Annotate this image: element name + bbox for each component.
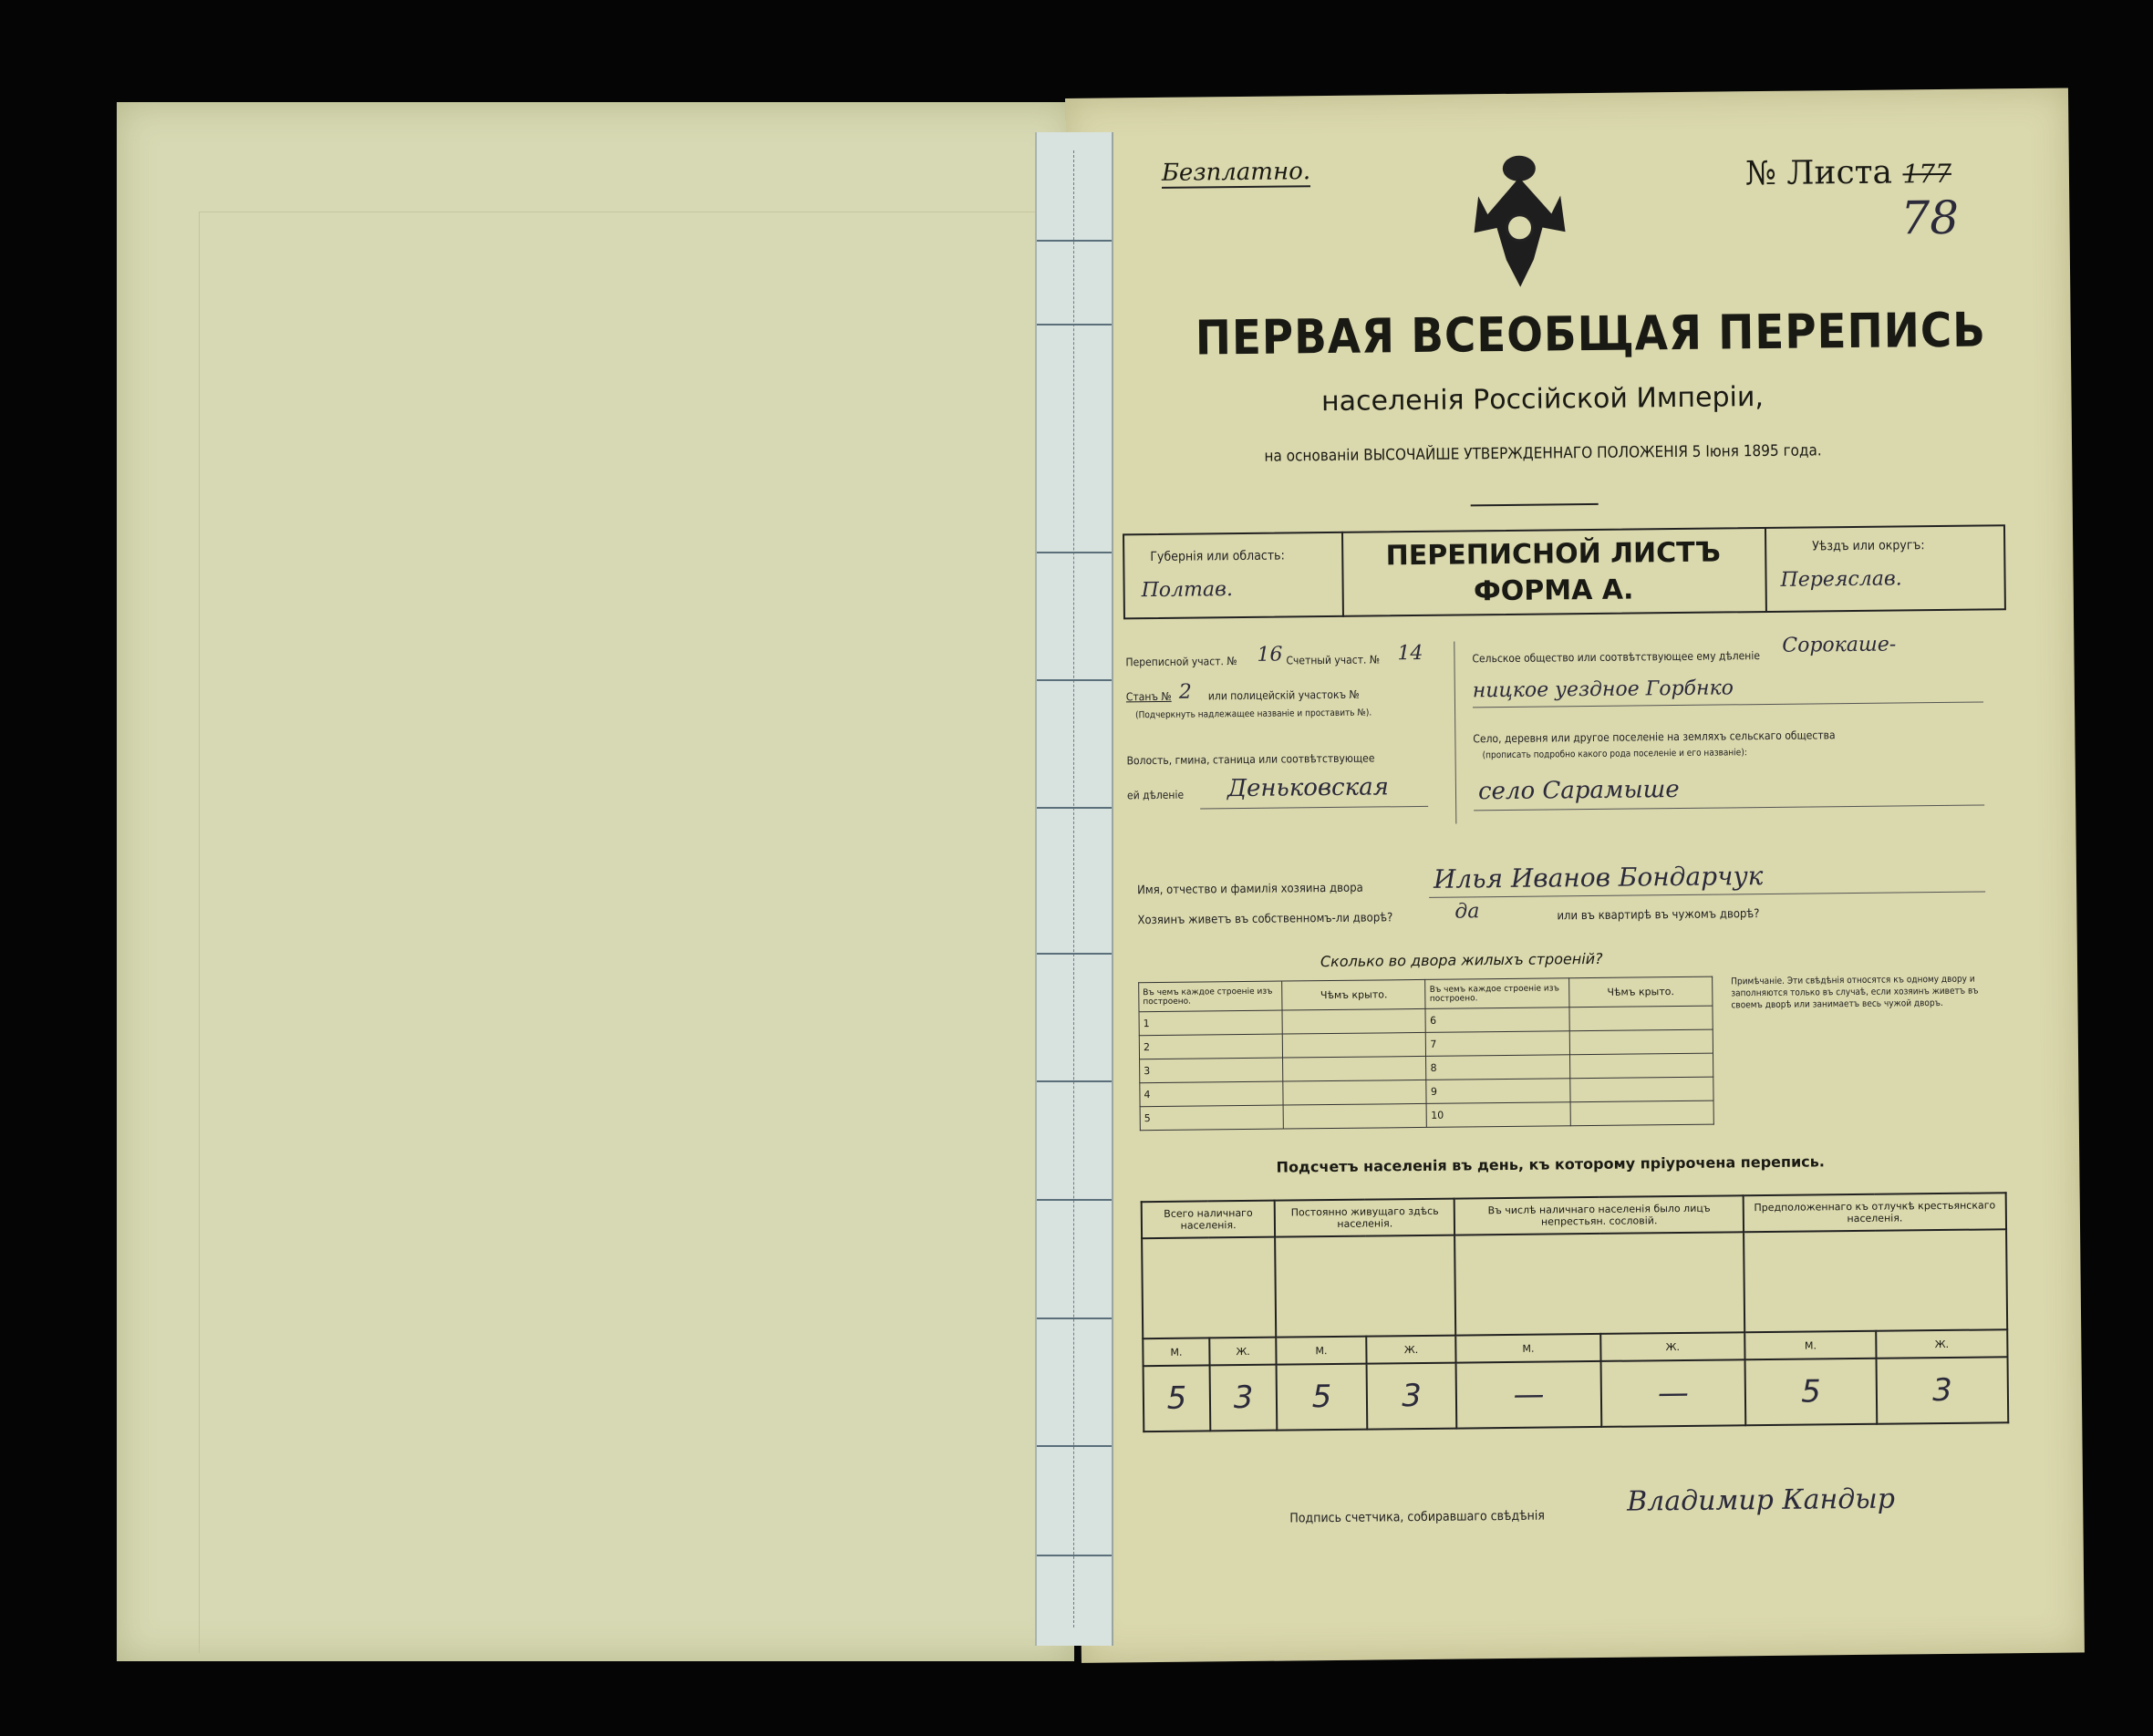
society-value-2: ницкое уездное Горбнко xyxy=(1472,677,1734,703)
sex-header: М. xyxy=(1277,1337,1367,1365)
buildings-col-material: Въ чемъ каждое строеніе изъ построено. xyxy=(1139,981,1283,1012)
uezd-value: Переяслав. xyxy=(1780,567,1902,592)
underline-note: (Подчеркнуть надлежащее названіе и проставить №). xyxy=(1135,708,1372,721)
buildings-row-num: 7 xyxy=(1426,1031,1570,1057)
buildings-question: Сколько во двора жилыхъ строеній? xyxy=(1320,949,1603,971)
sex-header: Ж. xyxy=(1209,1338,1276,1366)
society-underline xyxy=(1473,701,1983,708)
village-underline xyxy=(1474,804,1984,811)
buildings-row-num: 4 xyxy=(1140,1081,1284,1107)
village-note: (прописать подробно какого рода поселеніе и его названіе): xyxy=(1482,748,1747,761)
guberniya-label: Губернія или область: xyxy=(1150,548,1285,565)
form-type: ФОРМА А. xyxy=(1473,574,1634,608)
volost-underline xyxy=(1200,806,1428,810)
summary-table xyxy=(1141,1192,2010,1432)
buildings-col-roof-2: Чѣмъ крыто. xyxy=(1568,976,1712,1008)
camp-label: Станъ № xyxy=(1125,689,1172,704)
sheet-number-label: № Листа xyxy=(1744,153,1893,193)
count-value: 5 xyxy=(1745,1359,1878,1426)
volost-label: Волость, гмина, станица или соотвѣтствующее xyxy=(1126,751,1375,768)
village-value: село Сарамыше xyxy=(1477,775,1680,806)
buildings-row-num: 1 xyxy=(1139,1010,1283,1036)
camp-value: 2 xyxy=(1178,680,1192,704)
census-district-value: 16 xyxy=(1257,643,1283,666)
note-text: Примѣчаніе. Эти свѣдѣнія относятся къ одному двору и заполняются только въ случаѣ, если хозяинъ живетъ въ своемъ дворѣ или занимаетъ весь чужой дворъ. xyxy=(1731,974,1979,1011)
guberniya-box xyxy=(1123,532,1344,620)
sheet-number-handwritten: 78 xyxy=(1900,191,1960,245)
ornament-divider xyxy=(1471,503,1599,506)
census-subtitle: населенія Россійской Имперіи, xyxy=(1320,380,1765,418)
society-label: Сельское общество или соотвѣтствующее ему дѣленіе xyxy=(1472,649,1761,666)
buildings-col-material-2: Въ чемъ каждое строеніе изъ построено. xyxy=(1425,978,1569,1009)
count-value: 5 xyxy=(1277,1364,1367,1431)
sex-header: Ж. xyxy=(1876,1329,2007,1359)
summary-col-non-peasant: Въ числѣ наличнаго населенія было лицъ непрестьян. сословій. xyxy=(1454,1195,1744,1235)
lives-label-2: или въ квартирѣ въ чужомъ дворѣ? xyxy=(1557,907,1760,924)
free-label: Безплатно. xyxy=(1161,158,1311,187)
uezd-box xyxy=(1765,524,2004,613)
owner-value: Илья Иванов Бондарчук xyxy=(1433,861,1764,894)
sheet-number-box xyxy=(1745,153,1951,192)
summary-title: Подсчетъ населенія въ день, къ которому пріурочена перепись. xyxy=(1276,1152,1826,1176)
sheet-number-crossed: 177 xyxy=(1902,158,1952,190)
buildings-row-num: 10 xyxy=(1427,1102,1571,1128)
guberniya-value: Полтав. xyxy=(1141,578,1233,603)
lives-label: Хозяинъ живетъ въ собственномъ-ли дворѣ? xyxy=(1137,911,1393,928)
village-label: Село, деревня или другое поселеніе на земляхъ сельскаго общества xyxy=(1473,728,1836,746)
volost-label-2: ей дѣленіе xyxy=(1126,788,1185,802)
enumerator-signature: Владимир Кандыр xyxy=(1626,1483,1896,1518)
buildings-table xyxy=(1138,976,1714,1132)
count-district-label: Счетный участ. № xyxy=(1286,653,1381,667)
count-value: — xyxy=(1600,1359,1745,1427)
buildings-row-num: 9 xyxy=(1426,1079,1570,1104)
count-value: 3 xyxy=(1877,1357,2009,1424)
buildings-row-num: 6 xyxy=(1425,1008,1569,1033)
summary-col-absent: Предположеннаго къ отлучкѣ крестьянскаго населенія. xyxy=(1744,1193,2006,1232)
census-district-label: Переписной участ. № xyxy=(1125,655,1237,669)
buildings-row-num: 2 xyxy=(1139,1034,1283,1059)
left-page xyxy=(117,102,1074,1661)
imperial-eagle-emblem xyxy=(1469,140,1571,296)
sex-header: М. xyxy=(1744,1331,1876,1360)
society-value: Сорокаше- xyxy=(1782,633,1897,657)
census-basis: на основаніи ВЫСОЧАЙШЕ УТВЕРЖДЕННАГО ПОЛОЖЕНІЯ 5 Іюня 1895 года. xyxy=(1264,441,1822,466)
buildings-row-num: 8 xyxy=(1426,1055,1570,1080)
buildings-col-roof: Чѣмъ крыто. xyxy=(1282,979,1425,1010)
count-value: 3 xyxy=(1366,1363,1456,1430)
sex-header: Ж. xyxy=(1600,1332,1745,1361)
buildings-row-num: 3 xyxy=(1140,1058,1284,1083)
buildings-row-num: 5 xyxy=(1140,1105,1284,1131)
count-value: 5 xyxy=(1144,1365,1211,1431)
lives-value: да xyxy=(1454,900,1480,924)
count-value: — xyxy=(1456,1361,1601,1429)
owner-label: Имя, отчество и фамилія хозяина двора xyxy=(1137,881,1363,898)
count-value: 3 xyxy=(1210,1365,1278,1431)
sex-header: М. xyxy=(1456,1334,1601,1363)
column-divider xyxy=(1454,642,1456,824)
sex-header: Ж. xyxy=(1366,1336,1456,1364)
volost-value: Деньковская xyxy=(1227,773,1390,803)
census-form-page xyxy=(1065,88,2085,1662)
police-label: или полицейскій участокъ № xyxy=(1207,687,1360,703)
binding-strip xyxy=(1035,132,1113,1646)
uezd-label: Уѣздъ или округъ: xyxy=(1812,538,1925,554)
sex-header: М. xyxy=(1143,1338,1209,1366)
summary-col-permanent: Постоянно живущаго здѣсь населенія. xyxy=(1275,1199,1455,1237)
count-district-value: 14 xyxy=(1397,641,1423,666)
form-sheet-title: ПЕРЕПИСНОЙ ЛИСТЪ xyxy=(1385,536,1722,573)
summary-col-present: Всего наличнаго населенія. xyxy=(1142,1201,1276,1239)
signature-label: Подпись счетчика, собиравшаго свѣдѣнія xyxy=(1289,1508,1546,1526)
census-title: ПЕРВАЯ ВСЕОБЩАЯ ПЕРЕПИСЬ xyxy=(1195,303,1987,367)
